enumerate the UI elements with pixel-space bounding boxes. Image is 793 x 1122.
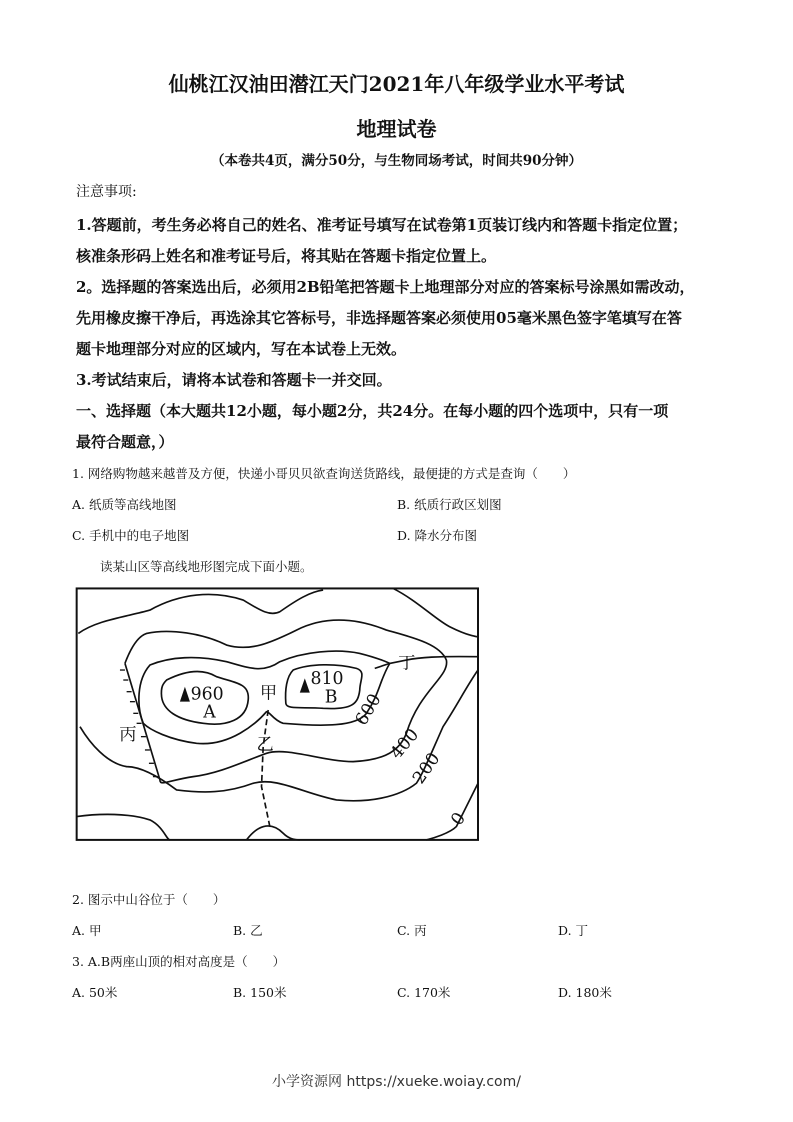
cliff-hatches: [120, 670, 158, 777]
q3-option-c: C. 170米: [397, 985, 451, 1000]
note-line: 3.考试结束后，请将本试卷和答题卡一并交回。: [76, 371, 392, 389]
map-frame: [77, 588, 478, 839]
contour-map: [70, 580, 483, 850]
contour-0: [77, 783, 478, 840]
q3-option-a: A. 50米: [72, 985, 118, 1000]
q1-option-a: A. 纸质等高线地图: [72, 497, 177, 512]
q3-option-b: B. 150米: [233, 985, 287, 1000]
section-heading-cont: 最符合题意，）: [76, 433, 174, 451]
ding-line: [375, 657, 478, 669]
q2-stem: 2. 图示中山谷位于（ ）: [72, 892, 226, 907]
label-jia: 甲: [259, 683, 278, 704]
exam-title: 仙桃江汉油田潜江天门2021年八年级学业水平考试: [168, 72, 625, 96]
cliff-line: [125, 663, 160, 780]
map-intro: 读某山区等高线地形图完成下面小题。: [100, 559, 313, 574]
note-line: 1.答题前，考生务必将自己的姓名、准考证号填写在试卷第1页装订线内和答题卡指定位置；: [76, 216, 688, 234]
contour-label-0: 0: [447, 808, 471, 830]
contour-label-200: 200: [409, 749, 445, 788]
peak-b-label: B: [324, 687, 338, 708]
q2-option-c: C. 丙: [397, 923, 427, 938]
contour-label-400: 400: [386, 725, 424, 764]
peak-a-label: A: [203, 702, 216, 723]
note-line: 核准条形码上姓名和准考证号后，将其贴在答题卡指定位置上。: [76, 247, 497, 265]
label-yi: 乙: [256, 734, 274, 755]
peak-a-icon: [180, 687, 190, 702]
q1-option-c: C. 手机中的电子地图: [72, 528, 190, 543]
notes-heading: 注意事项:: [76, 184, 137, 200]
q1-option-d: D. 降水分布图: [397, 528, 478, 543]
q2-option-b: B. 乙: [233, 923, 263, 938]
q3-option-d: D. 180米: [558, 985, 612, 1000]
footer-link[interactable]: 小学资源网 https://xueke.woiay.com/: [272, 1074, 521, 1090]
q2-option-a: A. 甲: [72, 923, 102, 938]
note-line: 先用橡皮擦干净后，再选涂其它答标号，非选择题答案必须使用05毫米黑色签字笔填写在答: [76, 309, 682, 327]
section-heading: 一、选择题（本大题共12小题，每小题2分，共24分。在每小题的四个选项中，只有一项: [76, 402, 669, 420]
peak-b-elevation: 810: [310, 669, 344, 690]
valley-dashed-line: [262, 710, 270, 827]
contour-label-600: 600: [351, 690, 386, 730]
label-ding: 丁: [398, 653, 416, 674]
note-line: 2。选择题的答案选出后，必须用2B铅笔把答题卡上地理部分对应的答案标号涂黑如需改动，: [76, 278, 695, 296]
q3-stem: 3. A.B两座山顶的相对高度是（ ）: [72, 954, 286, 969]
exam-subtitle: 地理试卷: [356, 117, 437, 141]
note-line: 题卡地理部分对应的区域内，写在本试卷上无效。: [76, 340, 407, 358]
q1-option-b: B. 纸质行政区划图: [397, 497, 502, 512]
q1-stem: 1. 网络购物越来越普及方便，快递小哥贝贝欲查询送货路线，最便捷的方式是查询（ ）: [72, 466, 576, 481]
label-bing: 丙: [119, 724, 137, 745]
peak-a-elevation: 960: [190, 684, 224, 705]
exam-info: （本卷共4页，满分50分，与生物同场考试，时间共90分钟）: [211, 153, 582, 169]
q2-option-d: D. 丁: [558, 923, 589, 938]
peak-b-icon: [300, 678, 310, 692]
